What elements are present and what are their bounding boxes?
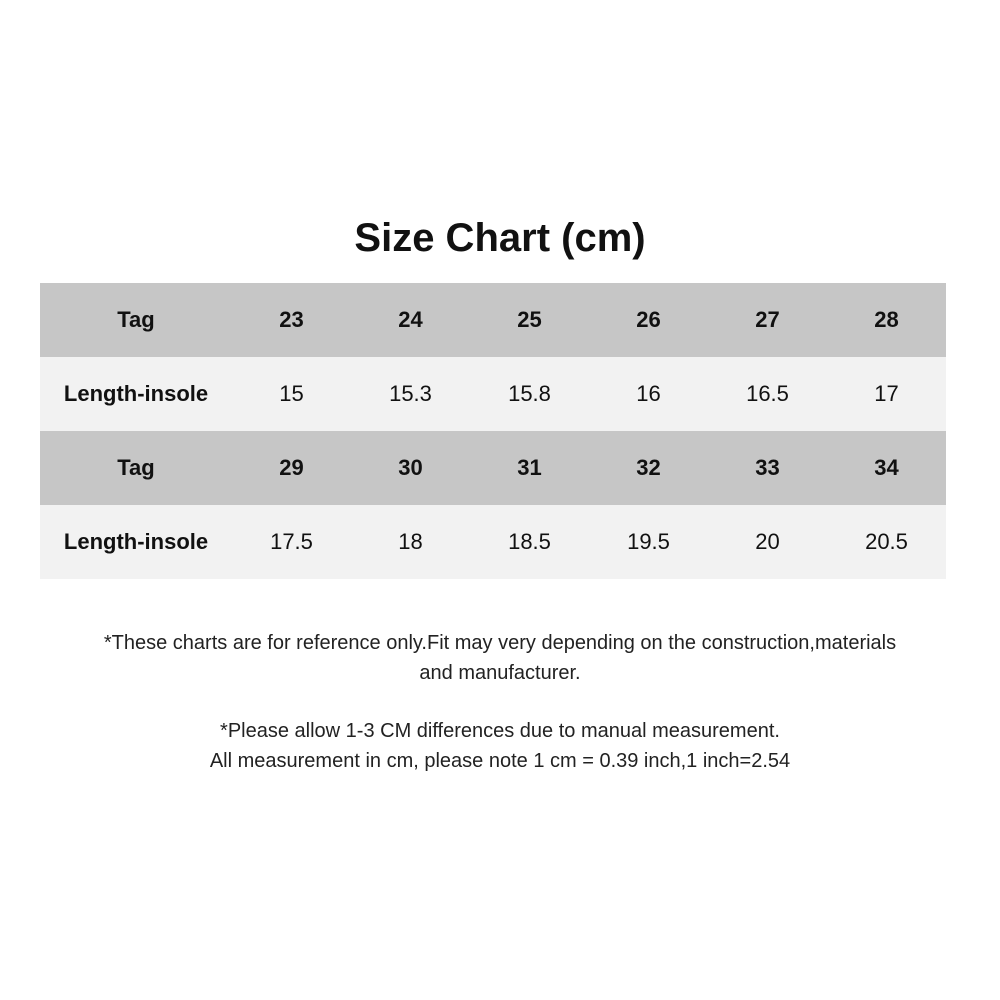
table-cell: 16 [589, 357, 708, 431]
table-cell: 30 [351, 431, 470, 505]
row-label: Tag [40, 283, 232, 357]
table-row-length-1 [40, 357, 946, 431]
table-cell: 29 [232, 431, 351, 505]
table-cell: 19.5 [589, 505, 708, 579]
measurement-note [0, 716, 1000, 776]
table-cell: 27 [708, 283, 827, 357]
table-row-tag-2 [40, 431, 946, 505]
table-cell: 28 [827, 283, 946, 357]
page-title: Size Chart (cm) [354, 216, 646, 260]
table-cell: 17 [827, 357, 946, 431]
table-cell: 15.8 [470, 357, 589, 431]
note-line: and manufacturer. [419, 662, 581, 684]
table-cell: 34 [827, 431, 946, 505]
table-cell: 31 [470, 431, 589, 505]
table-row-length-2 [40, 505, 946, 579]
note-line: *Please allow 1-3 CM differences due to manual measurement. [220, 720, 780, 742]
table-cell: 15 [232, 357, 351, 431]
table-cell: 20 [708, 505, 827, 579]
table-cell: 23 [232, 283, 351, 357]
table-cell: 15.3 [351, 357, 470, 431]
table-cell: 25 [470, 283, 589, 357]
size-table [40, 283, 946, 579]
note-line: All measurement in cm, please note 1 cm = 0.39 inch,1 inch=2.54 [209, 750, 791, 772]
table-cell: 17.5 [232, 505, 351, 579]
row-label: Length-insole [40, 357, 232, 431]
row-label: Tag [40, 431, 232, 505]
table-cell: 26 [589, 283, 708, 357]
reference-note [0, 628, 1000, 688]
table-row-tag-1 [40, 283, 946, 357]
table-cell: 16.5 [708, 357, 827, 431]
table-cell: 18.5 [470, 505, 589, 579]
table-cell: 24 [351, 283, 470, 357]
note-line: *These charts are for reference only.Fit may very depending on the construction,materials [103, 632, 897, 654]
table-cell: 18 [351, 505, 470, 579]
table-cell: 20.5 [827, 505, 946, 579]
row-label: Length-insole [40, 505, 232, 579]
table-cell: 32 [589, 431, 708, 505]
table-cell: 33 [708, 431, 827, 505]
